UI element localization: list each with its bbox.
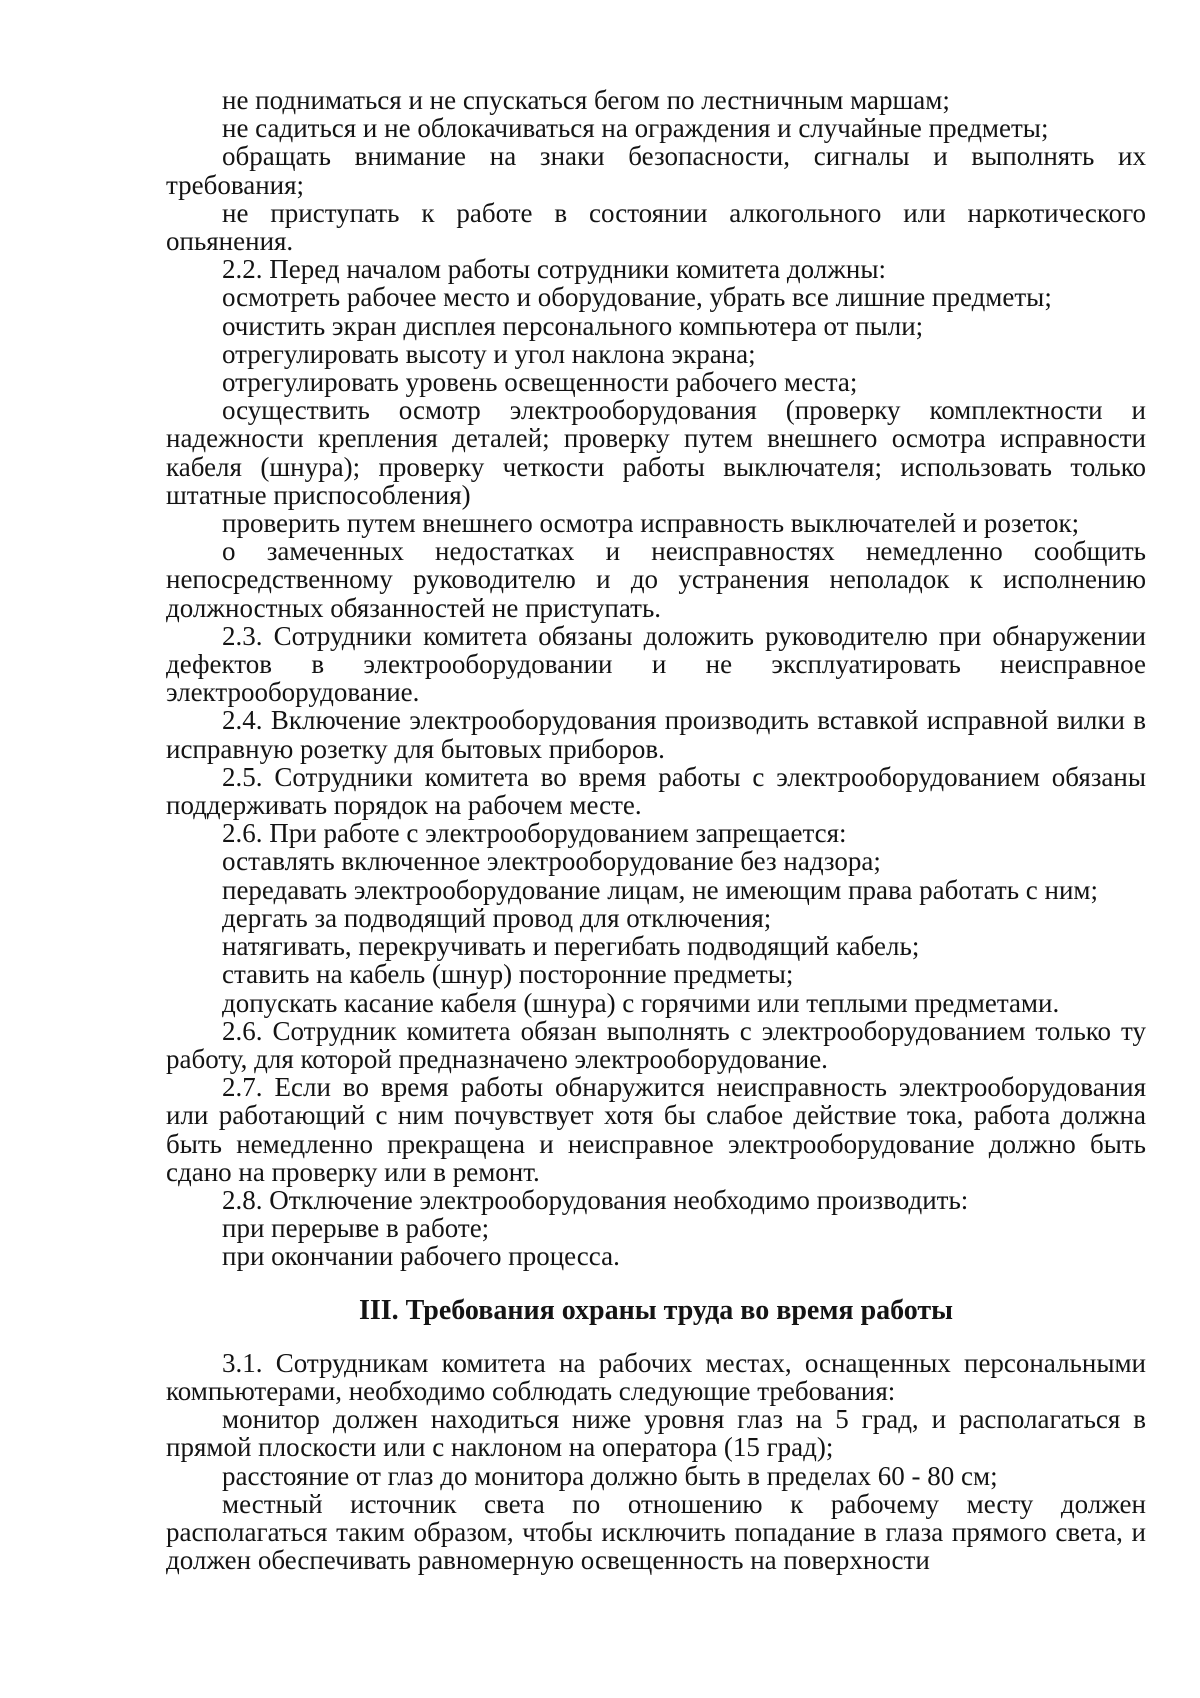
paragraph: 2.6. При работе с электрооборудованием запрещается:	[222, 818, 847, 849]
paragraph: 2.4. Включение электрооборудования производить вставкой исправной вилки в исправную розетку для бытовых приборов.	[166, 705, 1146, 764]
paragraph: при окончании рабочего процесса.	[222, 1241, 620, 1272]
paragraph: расстояние от глаз до монитора должно быть в пределах 60 - 80 см;	[222, 1460, 998, 1491]
paragraph: 2.5. Сотрудники комитета во время работы с электрооборудованием обязаны поддерживать порядок на рабочем месте.	[166, 761, 1146, 821]
paragraph: отрегулировать высоту и угол наклона экрана;	[222, 338, 756, 369]
paragraph: отрегулировать уровень освещенности рабочего места;	[222, 367, 858, 398]
paragraph: не садиться и не облокачиваться на ограждения и случайные предметы;	[222, 113, 1049, 144]
paragraph: проверить путем внешнего осмотра исправность выключателей и розеток;	[222, 508, 1080, 539]
paragraph: 2.2. Перед началом работы сотрудники комитета должны:	[222, 254, 887, 285]
paragraph: при перерыве в работе;	[222, 1213, 490, 1244]
paragraph: осмотреть рабочее место и оборудование, убрать все лишние предметы;	[222, 282, 1052, 313]
document-body	[166, 86, 1146, 1574]
paragraph: передавать электрооборудование лицам, не имеющим права работать с ним;	[222, 874, 1099, 905]
paragraph: 2.3. Сотрудники комитета обязаны доложить руководителю при обнаружении дефектов в электрооборудовании и не эксплуатировать неисправное электрооборудование.	[166, 620, 1146, 708]
paragraph: дергать за подводящий провод для отключения;	[222, 902, 772, 933]
paragraph: монитор должен находиться ниже уровня глаз на 5 град, и располагаться в прямой плоскости или с наклоном на оператора (15 град);	[166, 1404, 1146, 1463]
paragraph: 2.8. Отключение электрооборудования необходимо производить:	[222, 1184, 969, 1215]
paragraph: натягивать, перекручивать и перегибать подводящий кабель;	[222, 931, 920, 962]
section-heading: III. Требования охраны труда во время работы	[358, 1294, 954, 1326]
paragraph: 2.7. Если во время работы обнаружится неисправность электрооборудования или работающий с ним почувствует хотя бы слабое действие тока, работа должна быть немедленно прекращена и неисправное электрооборудование должно быть сдано на проверку или в ремонт.	[166, 1072, 1146, 1187]
paragraph: оставлять включенное электрооборудование без надзора;	[222, 846, 881, 877]
paragraph: ставить на кабель (шнур) посторонние предметы;	[222, 959, 794, 990]
paragraph: осуществить осмотр электрооборудования (проверку комплектности и надежности крепления деталей; проверку путем внешнего осмотра исправности кабеля (шнура); проверку четкости работы выключателя; использовать только штатные приспособления)	[166, 395, 1146, 510]
paragraph: о замеченных недостатках и неисправностях немедленно сообщить непосредственному руководителю и до устранения неполадок к исполнению должностных обязанностей не приступать.	[166, 536, 1146, 623]
paragraph: 2.6. Сотрудник комитета обязан выполнять с электрооборудованием только ту работу, для которой предназначено электрооборудование.	[166, 1015, 1146, 1074]
paragraph: 3.1. Сотрудникам комитета на рабочих местах, оснащенных персональными компьютерами, необходимо соблюдать следующие требования:	[166, 1347, 1146, 1406]
paragraph: допускать касание кабеля (шнура) с горячими или теплыми предметами.	[222, 987, 1060, 1018]
paragraph: местный источник света по отношению к рабочему месту должен располагаться таким образом, чтобы исключить попадание в глаза прямого света, и должен обеспечивать равномерную освещенность на поверхности	[166, 1488, 1146, 1576]
paragraph: обращать внимание на знаки безопасности, сигналы и выполнять их требования;	[166, 141, 1146, 200]
paragraph: очистить экран дисплея персонального компьютера от пыли;	[222, 310, 924, 341]
paragraph: не приступать к работе в состоянии алкогольного или наркотического опьянения.	[166, 197, 1146, 257]
paragraph: не подниматься и не спускаться бегом по лестничным маршам;	[222, 85, 950, 115]
